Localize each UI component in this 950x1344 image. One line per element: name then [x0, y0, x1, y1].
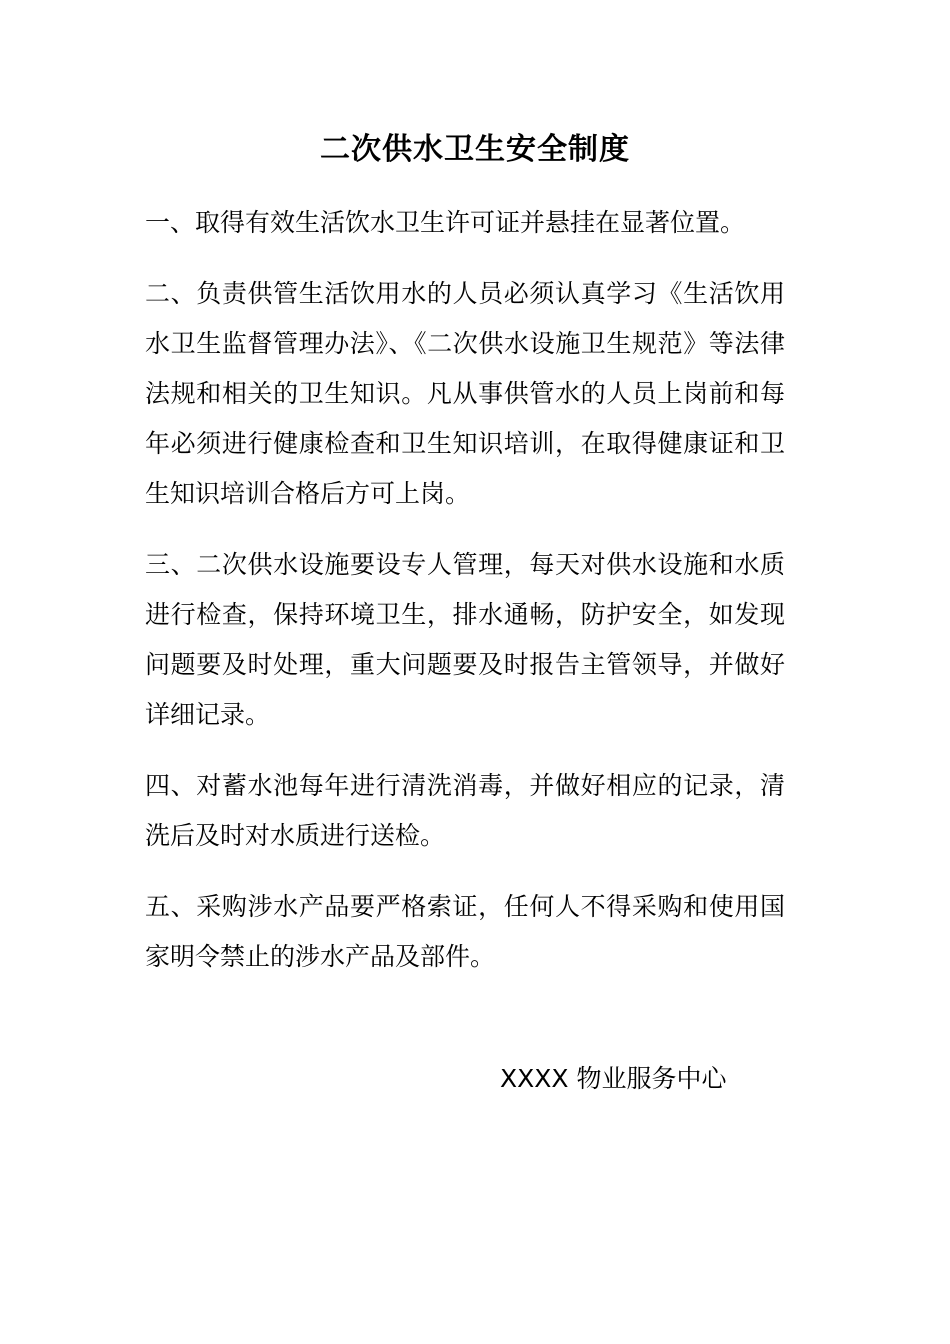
signature: XXXX 物业服务中心 [500, 1064, 727, 1093]
paragraph-1: 一、取得有效生活饮水卫生许可证并悬挂在显著位置。 [145, 208, 746, 237]
document-title: 二次供水卫生安全制度 [320, 132, 630, 167]
paragraph-5: 五、采购涉水产品要严格索证，任何人不得采购和使用国家明令禁止的涉水产品及部件。 [145, 892, 785, 971]
document-body [145, 198, 785, 1003]
paragraph-2: 二、负责供管生活饮用水的人员必须认真学习《生活饮用水卫生监督管理办法》、《二次供水设施卫生规范》等法律法规和相关的卫生知识。凡从事供管水的人员上岗前和每年必须进行健康检查和卫生知识培训，在取得健康证和卫生知识培训合格后方可上岗。 [145, 279, 785, 508]
paragraph-4: 四、对蓄水池每年进行清洗消毒，并做好相应的记录，清洗后及时对水质进行送检。 [145, 771, 785, 850]
paragraph-3: 三、二次供水设施要设专人管理，每天对供水设施和水质进行检查，保持环境卫生，排水通畅，防护安全，如发现问题要及时处理，重大问题要及时报告主管领导，并做好详细记录。 [145, 550, 785, 729]
